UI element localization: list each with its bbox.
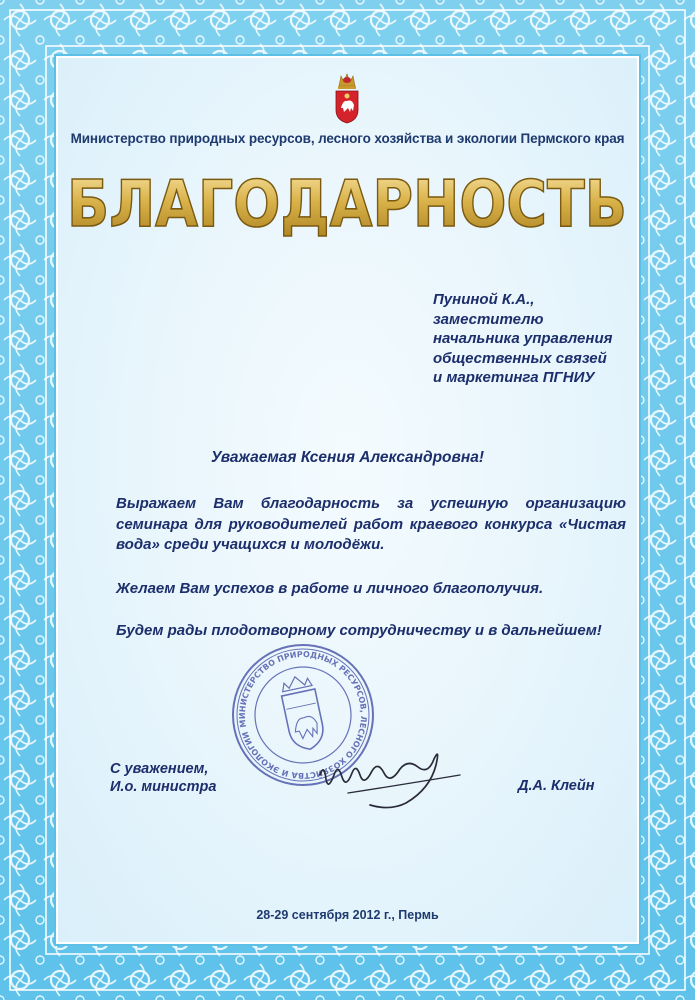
signature-position [110, 760, 216, 796]
stamp-ring-text: МИНИСТЕРСТВО ПРИРОДНЫХ РЕСУРСОВ, ЛЕСНОГО ХОЗЯЙСТВА И ЭКОЛОГИИ [237, 649, 369, 781]
body-paragraph-1 [116, 494, 626, 556]
coat-of-arms-icon [333, 72, 361, 124]
greeting: Уважаемая Ксения Александровна! [210, 449, 485, 466]
date-place: 28-29 сентября 2012 г., Пермь [256, 908, 439, 922]
signer-title: И.о. министра [110, 779, 217, 795]
title-heading [60, 168, 635, 242]
gratitude-text: Выражаем Вам благодарность за успешную организацию семинара для руководителей работ краевого конкурса «Чистая вода» среди учащихся и молодёжи. [116, 495, 626, 553]
signer-name: Д.А. Клейн [518, 778, 595, 794]
closing-phrase: С уважением, [110, 761, 209, 777]
addressee-block [433, 290, 663, 388]
addressee-line: общественных связей [433, 349, 607, 367]
addressee-line: и маркетинга ПГНИУ [433, 369, 595, 387]
title-text: БЛАГОДАРНОСТЬ [67, 168, 627, 242]
body-paragraph-3: Будем рады плодотворному сотрудничеству и в дальнейшем! [116, 622, 602, 639]
body-paragraph-2: Желаем Вам успехов в работе и личного благополучия. [116, 580, 544, 597]
handwritten-signature [310, 745, 480, 815]
addressee-line: начальника управления [433, 330, 613, 348]
ministry-name: Министерство природных ресурсов, лесного хозяйства и экологии Пермского края [70, 131, 625, 146]
addressee-name: Пуниной К.А., [433, 291, 535, 308]
addressee-line: заместителю [433, 310, 544, 328]
